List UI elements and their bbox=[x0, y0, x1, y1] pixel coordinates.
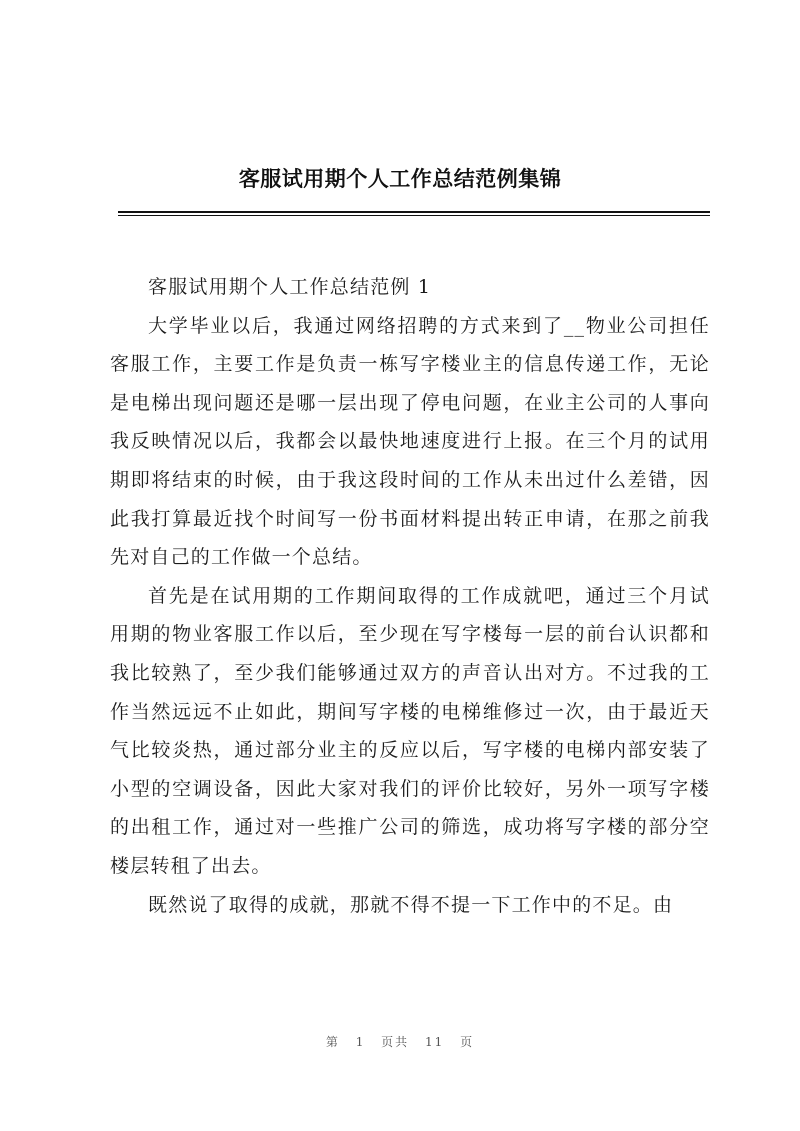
paragraph: 大学毕业以后，我通过网络招聘的方式来到了__物业公司担任客服工作，主要工作是负责一栋写字楼业主的信息传递工作，无论是电梯出现问题还是哪一层出现了停电问题，在业主公司的人事向我反映情况以后，我都会以最快地速度进行上报。在三个月的试用期即将结束的时候，由于我这段时间的工作从未出过什么差错，因此我打算最近找个时间写一份书面材料提出转正申请，在那之前我先对自己的工作做一个总结。 bbox=[110, 314, 710, 569]
paragraph: 首先是在试用期的工作期间取得的工作成就吧，通过三个月试用期的物业客服工作以后，至少现在写字楼每一层的前台认识都和我比较熟了，至少我们能够通过双方的声音认出对方。不过我的工作当然远远不止如此，期间写字楼的电梯维修过一次，由于最近天气比较炎热，通过部分业主的反应以后，写字楼的电梯内部安装了小型的空调设备，因此大家对我们的评价比较好，另外一项写字楼的出租工作，通过对一些推广公司的筛选，成功将写字楼的部分空楼层转租了出去。 bbox=[110, 584, 710, 877]
page-number-footer: 第 1 页共 11 页 bbox=[325, 1035, 475, 1049]
document-title: 客服试用期个人工作总结范例集锦 bbox=[238, 167, 562, 191]
title-divider bbox=[118, 211, 710, 213]
document-body bbox=[110, 268, 710, 924]
title-divider-thin bbox=[118, 215, 710, 216]
section-heading: 客服试用期个人工作总结范例 1 bbox=[148, 276, 432, 298]
paragraph: 既然说了取得的成就，那就不得不提一下工作中的不足。由 bbox=[148, 893, 674, 916]
